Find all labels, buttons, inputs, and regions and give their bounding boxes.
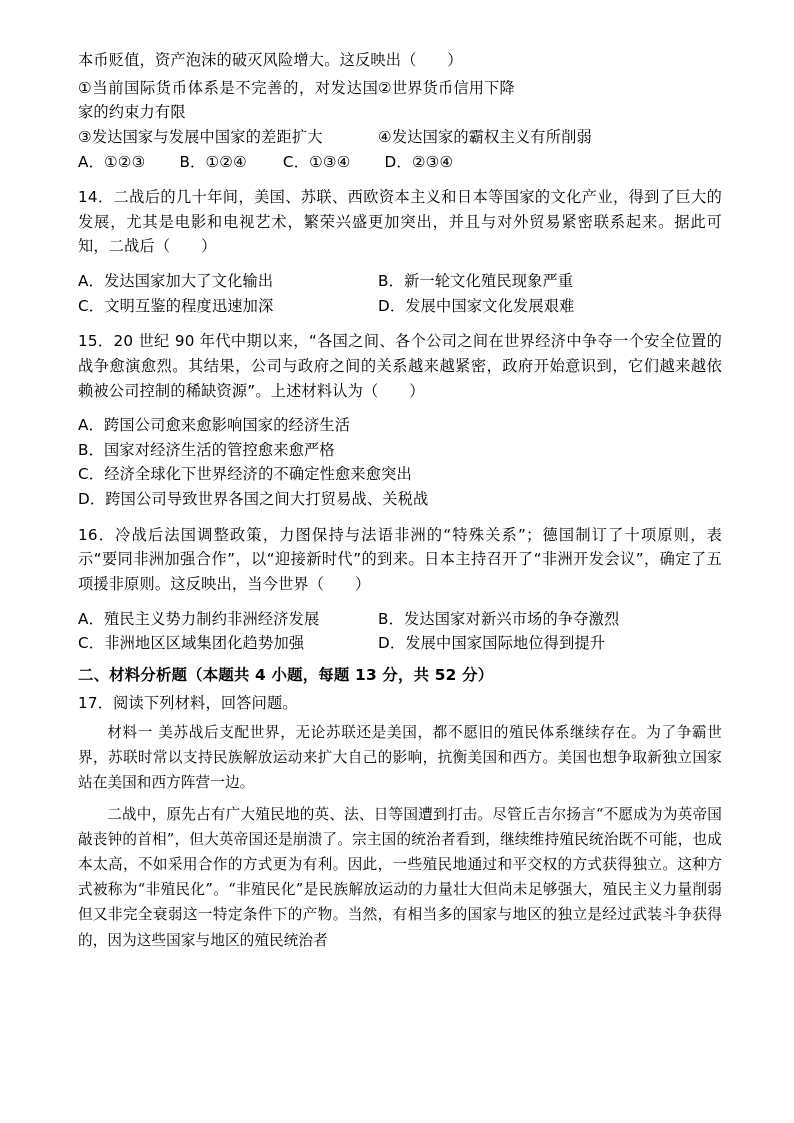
option-d[interactable]: D．②③④ [384, 152, 454, 171]
option-spacer [351, 150, 385, 175]
option-c[interactable]: C．①③④ [282, 152, 351, 171]
spacer [78, 656, 722, 663]
spacer [78, 512, 722, 523]
question-14-options-row-2 [78, 294, 722, 319]
option-a[interactable]: A．殖民主义势力制约非洲经济发展 [78, 609, 320, 628]
suboption-1: ①当前国际货币体系是不完善的，对发达国家的约束力有限 [78, 78, 378, 122]
spacer [78, 406, 722, 413]
question-17-prompt: 17．阅读下列材料，回答问题。 [78, 693, 298, 712]
spacer [78, 713, 722, 720]
question-14-stem: 14．二战后的几十年间，美国、苏联、西欧资本主义和日本等国家的文化产业，得到了巨大的发展，尤其是电影和电视艺术，繁荣兴盛更加突出，并且与对外贸易紧密联系起来。据此可知，二战后（ ） [78, 188, 722, 256]
spacer [78, 262, 722, 269]
question-15-option-d[interactable]: D．跨国公司导致世界各国之间大打贸易战、关税战 [78, 490, 429, 508]
spacer [78, 685, 722, 692]
question-16 [78, 523, 722, 597]
option-d[interactable]: D．发展中国家文化发展艰难 [378, 296, 575, 315]
material-paragraph-2: 二战中，原先占有广大殖民地的英、法、日等国遭到打击。尽管丘吉尔扬言“不愿成为为英帝国敲丧钟的首相”，但大英帝国还是崩溃了。宗主国的统治者看到，继续维持殖民统治既不可能，也成本太高，不如采用合作的方式更为有利。因此，一些殖民地通过和平交权的方式获得独立。这种方式被称为“非殖民化”。“非殖民化”是民族解放运动的力量壮大但尚未足够强大，殖民主义力量削弱但又非完全衰弱这一特定条件下的产物。当然，有相当多的国家与地区的独立是经过武装斗争获得的，因为这些国家与地区的殖民统治者 [78, 806, 722, 949]
question-continuation-text [78, 48, 722, 73]
question-16-stem: 16．冷战后法国调整政策，力图保持与法语非洲的“特殊关系”；德国制订了十项原则，表示“要同非洲加强合作”，以“迎接新时代”的到来。日本主持召开了“非洲开发会议”，确定了五项援非原则。这反映出，当今世界（ ） [78, 525, 722, 593]
question-15 [78, 329, 722, 403]
option-c[interactable]: C．文明互鉴的程度迅速加深 [78, 296, 274, 315]
option-spacer [145, 150, 179, 175]
spacer [78, 795, 722, 802]
option-b[interactable]: B．发达国家对新兴市场的争夺激烈 [378, 609, 620, 628]
suboption-2: ②世界货币信用下降 [378, 78, 515, 97]
question-15-option-a[interactable]: A．跨国公司愈来愈影响国家的经济生活 [78, 416, 351, 435]
question-15-option-c[interactable]: C．经济全球化下世界经济的不确定性愈来愈突出 [78, 465, 412, 484]
question-13-subopts-row-2 [78, 125, 722, 150]
option-a[interactable]: A．发达国家加大了文化输出 [78, 272, 274, 290]
option-d[interactable]: D．发展中国家国际地位得到提升 [378, 634, 606, 653]
suboption-3: ③发达国家与发展中国家的差距扩大 [78, 127, 323, 146]
option-c[interactable]: C．非洲地区区域集团化趋势加强 [78, 634, 305, 653]
question-15-stem: 15．20 世纪 90 年代中期以来，“各国之间、各个公司之间在世界经济中争夺一个安全位置的战争愈演愈烈。其结果，公司与政府之间的关系越来越紧密，政府开始意识到，它们越来越依赖被公司控制的稀缺资源”。上述材料认为（ ） [78, 332, 722, 400]
question-15-option-b[interactable]: B．国家对经济生活的管控愈来愈严格 [78, 440, 335, 459]
question-14-options-row-1 [78, 269, 722, 294]
spacer [78, 318, 722, 329]
question-13-subopts-row-1 [78, 76, 722, 125]
question-13-options [78, 150, 722, 175]
suboption-4: ④发达国家的霸权主义有所削弱 [378, 127, 592, 146]
option-b[interactable]: B．①②④ [179, 152, 247, 171]
material-paragraph-1: 材料一 美苏战后支配世界，无论苏联还是美国，都不愿旧的殖民体系继续存在。为了争霸世界，苏联时常以支持民族解放运动来扩大自己的影响，抗衡美国和西方。美国也想争取新独立国家站在美国和西方阵营一边。 [78, 723, 722, 791]
option-spacer [247, 150, 283, 175]
spacer [78, 174, 722, 185]
option-b[interactable]: B．新一轮文化殖民现象严重 [378, 272, 574, 290]
question-13-stem-tail: 本币贬值，资产泡沫的破灭风险增大。这反映出（ ） [78, 51, 463, 69]
question-16-options-row-1 [78, 607, 722, 632]
spacer [78, 600, 722, 607]
option-a[interactable]: A．①②③ [78, 152, 146, 171]
question-14 [78, 185, 722, 259]
section-heading-materials: 二、材料分析题（本题共 4 小题，每题 13 分，共 52 分） [78, 665, 494, 684]
question-16-options-row-2 [78, 631, 722, 656]
